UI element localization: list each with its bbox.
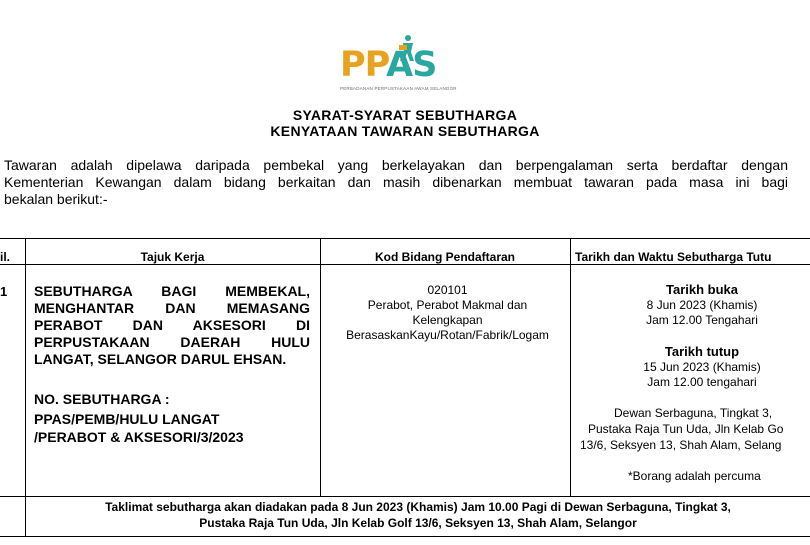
quotation-number-block [34, 390, 244, 446]
free-form-note: *Borang adalah percuma [628, 469, 761, 483]
kod-desc-line: BerasaskanKayu/Rotan/Fabrik/Logam [346, 328, 549, 342]
opening-date: 8 Jun 2023 (Khamis) [646, 298, 758, 312]
header-bil: il. [0, 250, 11, 264]
briefing-line: Pustaka Raja Tun Uda, Jln Kelab Golf 13/6, Seksyen 13, Shah Alam, Selangor [199, 516, 637, 530]
table-col-divider [320, 238, 321, 496]
job-title-line: LANGAT, SELANGOR DARUL EHSAN. [34, 351, 287, 367]
venue-line: Dewan Serbaguna, Tingkat 3, [614, 406, 773, 420]
ppas-logo [340, 34, 457, 92]
header-tajuk-kerja: Tajuk Kerja [140, 250, 205, 264]
closing-time: Jam 12.00 tengahari [647, 375, 757, 389]
job-title-line: SEBUTHARGA BAGI MEMBEKAL, [34, 283, 310, 299]
opening-time: Jam 12.00 Tengahari [646, 313, 758, 327]
quotation-number-line: PPAS/PEMB/HULU LANGAT [34, 411, 220, 427]
intro-line: bekalan berikut:- [4, 191, 108, 207]
table-col-divider [570, 238, 571, 496]
table-bottom-border [0, 536, 810, 537]
row-bil: 1 [0, 284, 8, 299]
venue-line: Pustaka Raja Tun Uda, Jln Kelab Go [588, 422, 784, 436]
closing-date-label: Tarikh tutup [664, 344, 740, 359]
table-header-border [0, 264, 810, 265]
briefing-line: Taklimat sebutharga akan diadakan pada 8 Jun 2023 (Khamis) Jam 10.00 Pagi di Dewan Serbaguna, Tingkat 3, [105, 500, 731, 514]
quotation-number-label: NO. SEBUTHARGA : [34, 391, 170, 407]
venue-line: 13/6, Seksyen 13, Shah Alam, Selang [580, 438, 782, 452]
document-subtitle: KENYATAAN TAWARAN SEBUTHARGA [270, 123, 540, 139]
document-title: SYARAT-SYARAT SEBUTHARGA [292, 107, 518, 123]
opening-date-label: Tarikh buka [665, 282, 738, 297]
job-title-line: PERABOT DAN AKSESORI DI [34, 317, 310, 333]
closing-date: 15 Jun 2023 (Khamis) [643, 360, 761, 374]
table-col-divider [25, 238, 26, 536]
table-top-border [0, 238, 810, 239]
logo-subtitle: PERBADANAN PERPUSTAKAAN AWAM SELANGOR [340, 86, 457, 91]
kod-code: 020101 [427, 283, 468, 297]
logo-wordmark: PPAS [340, 45, 437, 85]
intro-line: Kementerian Kewangan dalam bidang berkaitan dan masih dibenarkan membuat tawaran pada masa ini bagi [4, 174, 788, 190]
table-row-border [0, 496, 810, 497]
header-tarikh-waktu: Tarikh dan Waktu Sebutharga Tutu [575, 250, 772, 264]
job-title-line: PERPUSTAKAAN DAERAH HULU [34, 334, 310, 350]
job-title-line: MENGHANTAR DAN MEMASANG [34, 300, 310, 316]
intro-line: Tawaran adalah dipelawa daripada pembekal yang berkelayakan dan berpengalaman serta berdaftar dengan [4, 157, 788, 173]
kod-desc-line: Perabot, Perabot Makmal dan [367, 298, 528, 312]
kod-desc-line: Kelengkapan [412, 313, 483, 327]
intro-paragraph [4, 157, 788, 208]
header-kod-bidang: Kod Bidang Pendaftaran [374, 250, 515, 264]
quotation-number-line: /PERABOT & AKSESORI/3/2023 [34, 429, 244, 445]
job-title [34, 283, 310, 368]
